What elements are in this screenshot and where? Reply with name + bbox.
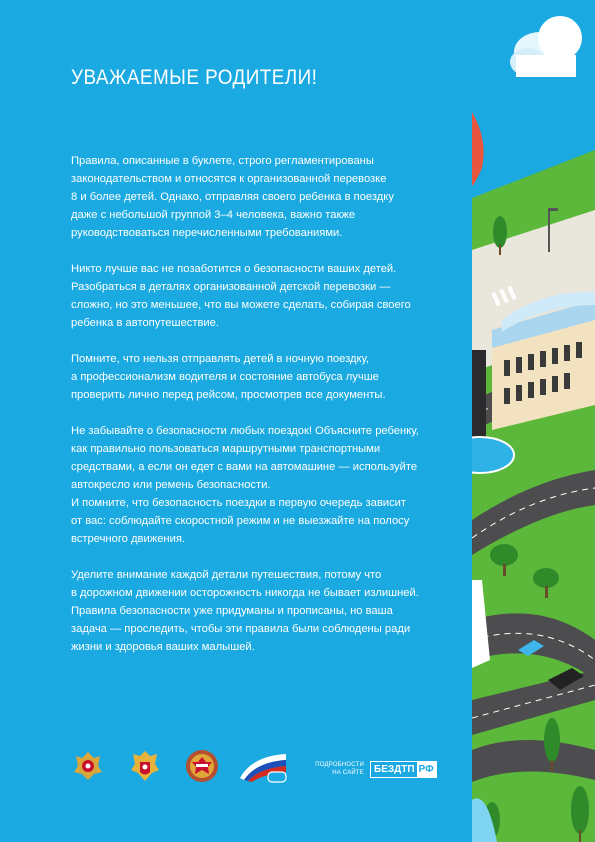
page-title: УВАЖАЕМЫЕ РОДИТЕЛИ! [71, 66, 318, 89]
traffic-police-emblem-icon [184, 748, 220, 784]
site-logo-main: БЕЗДТП [374, 764, 415, 775]
paragraph-1: Правила, описанные в буклете, строго регламентированы законодательством и относятся к организованной перевозке 8 и более детей. Однако, отправляя своего ребенка в поездку даже с небольшой группой 3–4 человека, важно также руководствоваться перечисленными требованиями. [71, 155, 394, 239]
paragraph-3: Помните, что нельзя отправлять детей в ночную поездку, а профессионализм водителя и состояние автобуса лучше проверить лично перед рейсом, просмотрев все документы. [71, 353, 386, 401]
more-info-label: ПОДРОБНОСТИ НА САЙТЕ [315, 762, 364, 776]
paragraph-4: Не забывайте о безопасности любых поездок! Объясните ребенку, как правильно пользоваться маршрутными транспортными средствами, а если он едет с вами на автомашине — используйте автокресло или ремень безопасности. И помните, что безопасность поездки в первую очередь зависит от вас: соблюдайте скоростной режим и не выезжайте на полосу встречного движения. [71, 425, 419, 545]
bezdtp-site-logo[interactable] [370, 761, 437, 778]
paragraph-2: Никто лучше вас не позаботится о безопасности ваших детей. Разобраться в деталях организованной детской перевозки — сложно, но это меньшее, что вы можете сделать, собирая своего ребенка в автопутешествие. [71, 263, 411, 329]
coat-of-arms-icon [128, 748, 162, 784]
body-text [71, 152, 436, 674]
ministry-emblem-icon [70, 748, 106, 784]
paragraph-5: Уделите внимание каждой детали путешествия, потому что в дорожном движении осторожность никогда не бывает излишней. Правила безопасности уже придуманы и прописаны, но ваша задача — проследить, чтобы эти правила были соблюдены ради жизни и здоровья ваших малышей. [71, 569, 419, 653]
site-logo-suffix: РФ [418, 764, 434, 775]
flag-wave-logo-icon [238, 748, 290, 784]
city-illustration [472, 0, 595, 842]
